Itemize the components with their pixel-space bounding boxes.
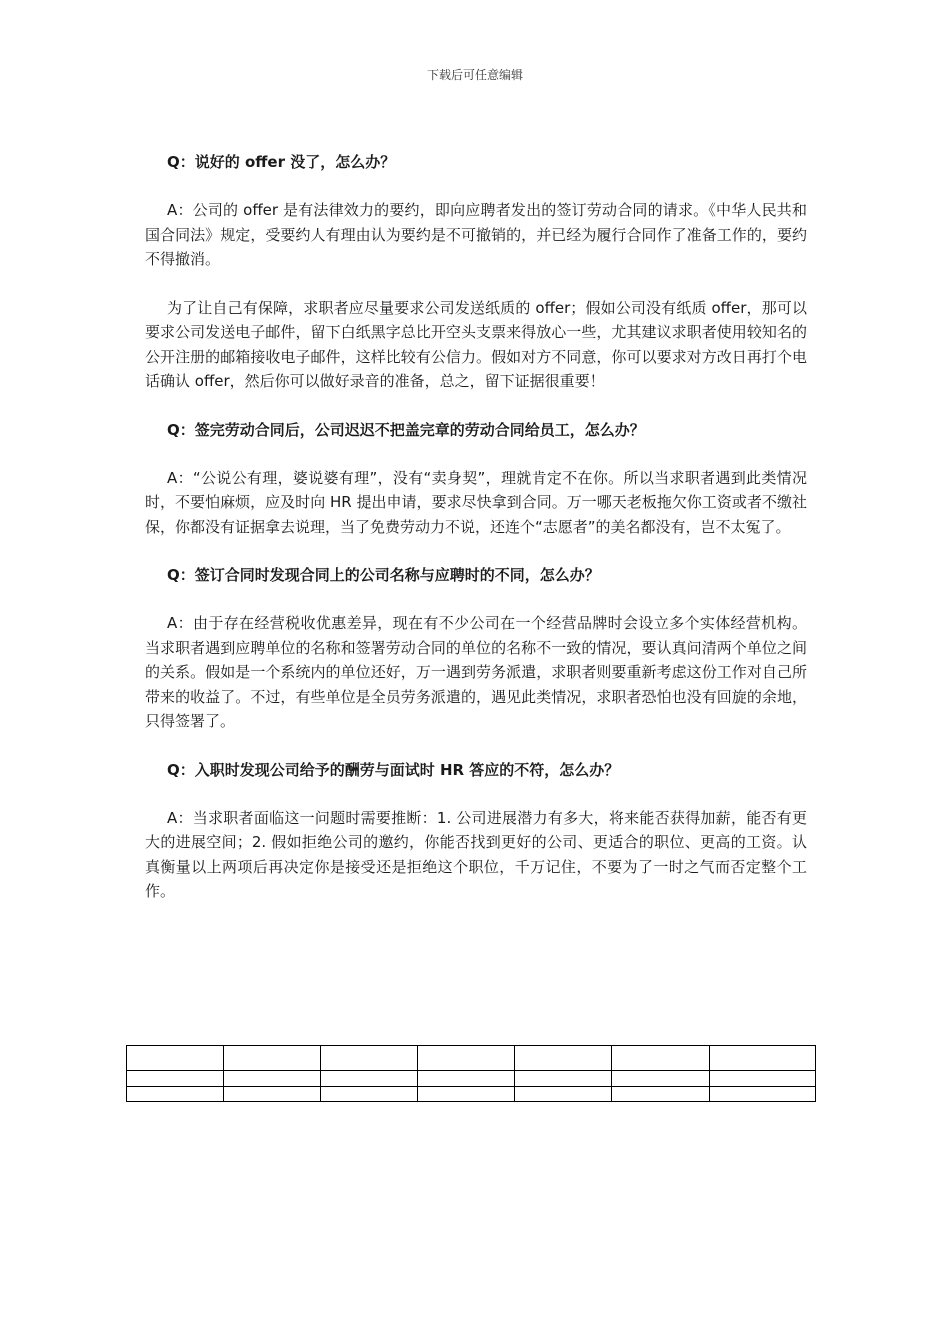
table-cell [224,1071,321,1087]
table-cell [515,1087,612,1102]
table-row [127,1087,816,1102]
table-cell [710,1087,816,1102]
answer-1-para-1: A：公司的 offer 是有法律效力的要约，即向应聘者发出的签订劳动合同的请求。《中华人民共和国合同法》规定，受要约人有理由认为要约是不可撤销的，并已经为履行合同作了准备工作的，要约不得撤消。 [145,201,807,268]
question-2: Q：签完劳动合同后，公司迟迟不把盖完章的劳动合同给员工，怎么办？ [167,420,645,439]
table-row [127,1046,816,1071]
table-cell [515,1046,612,1071]
table-cell [321,1071,418,1087]
question-1: Q：说好的 offer 没了，怎么办？ [167,153,396,171]
table-cell [612,1046,710,1071]
table-cell [321,1087,418,1102]
table-cell [418,1087,515,1102]
answer-3: A：由于存在经营税收优惠差异，现在有不少公司在一个经营品牌时会设立多个实体经营机构。当求职者遇到应聘单位的名称和签署劳动合同的单位的名称不一致的情况，要认真问清两个单位之间的关系。假如是一个系统内的单位还好，万一遇到劳务派遣，求职者则要重新考虑这份工作对自己所带来的收益了。不过，有些单位是全员劳务派遣的，遇见此类情况，求职者恐怕也没有回旋的余地，只得签署了。 [145,614,807,730]
table-cell [127,1046,224,1071]
table-cell [224,1046,321,1071]
table-cell [127,1071,224,1087]
table-cell [418,1071,515,1087]
table-row [127,1071,816,1087]
table-cell [612,1071,710,1087]
table-cell [127,1087,224,1102]
table-cell [515,1071,612,1087]
answer-1-para-2: 为了让自己有保障，求职者应尽量要求公司发送纸质的 offer；假如公司没有纸质 offer，那可以要求公司发送电子邮件，留下白纸黑字总比开空头支票来得放心一些，尤其建议求职者使用较知名的公开注册的邮箱接收电子邮件，这样比较有公信力。假如对方不同意，你可以要求对方改日再打个电话确认 offer，然后你可以做好录音的准备，总之，留下证据很重要！ [145,298,807,390]
question-3: Q：签订合同时发现合同上的公司名称与应聘时的不同，怎么办？ [167,566,600,584]
table-cell [418,1046,515,1071]
empty-table [126,1045,816,1102]
page-header-note: 下载后可任意编辑 [426,68,523,82]
table-cell [612,1087,710,1102]
table-cell [321,1046,418,1071]
document-body [145,150,807,928]
answer-4: A：当求职者面临这一问题时需要推断：1. 公司进展潜力有多大，将来能否获得加薪，能否有更大的进展空间；2. 假如拒绝公司的邀约，你能否找到更好的公司、更适合的职位、更高的工资。认真衡量以上两项后再决定你是接受还是拒绝这个职位，千万记住，不要为了一时之气而否定整个工作。 [145,808,807,900]
table-cell [710,1046,816,1071]
question-4: Q：入职时发现公司给予的酬劳与面试时 HR 答应的不符，怎么办？ [167,760,620,779]
answer-2: A：“公说公有理，婆说婆有理”，没有“卖身契”，理就肯定不在你。所以当求职者遇到此类情况时，不要怕麻烦，应及时向 HR 提出申请，要求尽快拿到合同。万一哪天老板拖欠你工资或者不缴社保，你都没有证据拿去说理，当了免费劳动力不说，还连个“志愿者”的美名都没有，岂不太冤了。 [145,468,807,536]
table-cell [224,1087,321,1102]
table-cell [710,1071,816,1087]
